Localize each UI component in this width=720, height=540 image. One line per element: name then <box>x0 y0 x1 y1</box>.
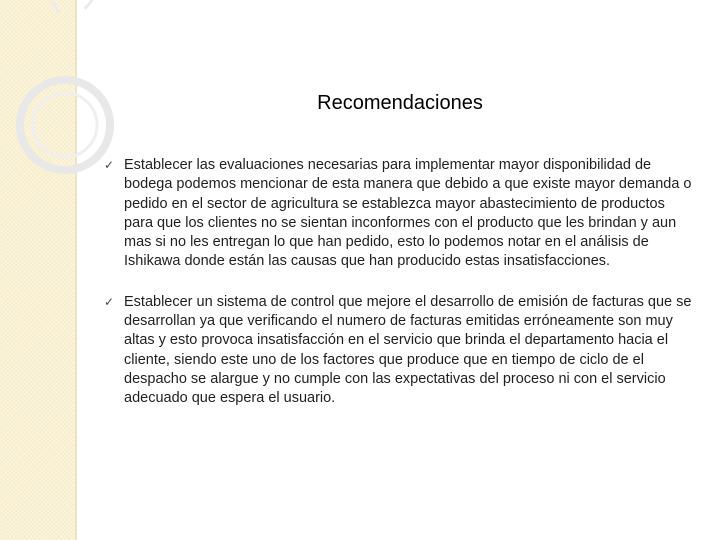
bullet-text: Establecer un sistema de control que mejore el desarrollo de emisión de facturas que se desarrollan ya que verificando el numero de facturas emitidas erróneamente son muy altas y esto provoca insatisfacción en el servicio que brinda el departamento hacia el cliente, siendo este uno de los factores que produce que en tiempo de ciclo de el despacho se alargue y no cumple con las expectativas del proceso ni con el servicio adecuado que espera el usuario. <box>124 293 692 407</box>
check-icon: ✓ <box>104 294 115 309</box>
decorative-rings-icon <box>0 0 120 220</box>
check-icon: ✓ <box>104 158 115 172</box>
bullet-text: Establecer las evaluaciones necesarias para implementar mayor disponibilidad de bodega podemos mencionar de esta manera que debido a que existe mayor demanda o pedido en el sector de agricultura se establezca mayor abastecimiento de productos para que los clientes no se sientan inconformes con el producto que les brindan y aun mas si no les entregan lo que han pedido, esto lo podemos notar en el análisis de Ishikawa donde están las causas que han producido estas insatisfacciones. <box>124 157 692 270</box>
bullet-item <box>104 156 694 272</box>
bullet-item <box>104 293 694 409</box>
bullet-list <box>104 156 694 409</box>
slide-title: Recomendaciones <box>317 92 483 114</box>
